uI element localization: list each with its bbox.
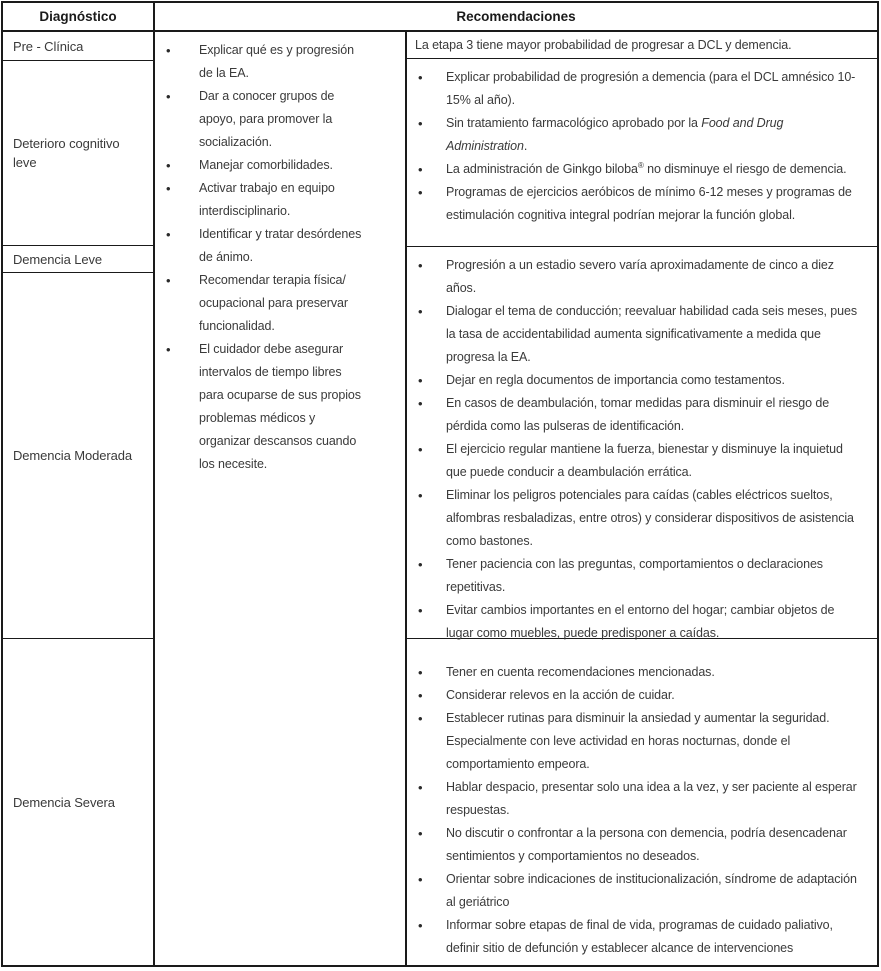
bullet-icon: • — [418, 70, 423, 85]
bullet-icon: • — [418, 162, 423, 177]
general-recommendations-column — [155, 32, 407, 965]
bullet-text: Tener paciencia con las preguntas, comportamientos o declaraciones repetitivas. — [446, 557, 823, 594]
bullet-text: Explicar probabilidad de progresión a demencia (para el DCL amnésico 10-15% al año). — [446, 70, 856, 107]
bullet-item — [161, 39, 363, 85]
column-header-diagnostico: Diagnóstico — [3, 3, 155, 30]
diagnosis-label: Demencia Moderada — [13, 448, 132, 463]
bullet-text: Identificar y tratar desórdenes de ánimo. — [199, 227, 362, 264]
bullet-icon: • — [418, 442, 423, 457]
bullet-item — [413, 369, 865, 392]
general-recommendations-list — [155, 32, 405, 476]
bullet-text: Tener en cuenta recomendaciones mencionadas. — [446, 665, 715, 679]
bullet-icon: • — [418, 488, 423, 503]
bullet-item — [413, 822, 865, 868]
severe-recommendations-cell — [407, 639, 877, 965]
bullet-icon: • — [166, 181, 171, 196]
bullet-text: Manejar comorbilidades. — [199, 158, 333, 172]
bullet-icon: • — [166, 227, 171, 242]
diagnosis-label: Deterioro cognitivo leve — [13, 136, 120, 170]
bullet-text: Recomendar terapia física/ ocupacional para preservar funcionalidad. — [199, 273, 348, 333]
diagnosis-cell-demencia-severa — [3, 639, 153, 965]
bullet-item — [413, 181, 865, 227]
bullet-item — [413, 684, 865, 707]
diagnosis-label: Demencia Severa — [13, 794, 115, 810]
bullet-text: Progresión a un estadio severo varía aproximadamente de cinco a diez años. — [446, 258, 834, 295]
diagnosis-label: Pre - Clínica — [13, 38, 84, 54]
bullet-icon: • — [418, 688, 423, 703]
bullet-text: En casos de deambulación, tomar medidas para disminuir el riesgo de pérdida como las pulseras de identificación. — [446, 396, 830, 433]
diagnostico-column — [3, 32, 155, 965]
bullet-icon: • — [418, 918, 423, 933]
stage-note-text: La etapa 3 tiene mayor probabilidad de progresar a DCL y demencia. — [415, 38, 792, 52]
table-body — [3, 32, 877, 965]
bullet-text: Activar trabajo en equipo interdisciplinario. — [199, 181, 335, 218]
diagnosis-cell-pre-clinica — [3, 32, 153, 61]
bullet-icon: • — [166, 342, 171, 357]
bullet-icon: • — [418, 603, 423, 618]
bullet-text: Hablar despacio, presentar solo una idea a la vez, y ser paciente al esperar respuestas. — [446, 780, 857, 817]
diagnosis-cell-demencia-leve — [3, 246, 153, 273]
bullet-text: No discutir o confrontar a la persona con demencia, podría desencadenar sentimientos y comportamientos no deseados. — [446, 826, 847, 863]
bullet-text: Dar a conocer grupos de apoyo, para promover la socialización. — [199, 89, 335, 149]
diagnosis-label: Demencia Leve — [13, 251, 103, 267]
bullet-item — [413, 707, 865, 776]
bullet-item — [413, 484, 865, 553]
bullet-item — [413, 776, 865, 822]
bullet-item — [413, 300, 865, 369]
diagnosis-cell-demencia-moderada — [3, 273, 153, 639]
bullet-item — [161, 177, 363, 223]
clinical-recommendations-table — [1, 1, 879, 967]
bullet-text: Sin tratamiento farmacológico aprobado por la Food and Drug Administration. — [446, 116, 784, 153]
bullet-icon: • — [166, 273, 171, 288]
bullet-item — [413, 914, 865, 960]
bullet-text: Dialogar el tema de conducción; reevaluar habilidad cada seis meses, pues la tasa de accidentabilidad aumenta significativamente a medida que progresa la EA. — [446, 304, 857, 364]
bullet-icon: • — [418, 826, 423, 841]
bullet-item — [161, 85, 363, 154]
bullet-item — [413, 66, 865, 112]
bullet-item — [413, 661, 865, 684]
column-header-recomendaciones: Recomendaciones — [456, 9, 576, 24]
mild-moderate-recommendations-list — [407, 247, 877, 645]
bullet-item — [413, 553, 865, 599]
bullet-text: Dejar en regla documentos de importancia como testamentos. — [446, 373, 785, 387]
bullet-item — [413, 158, 865, 181]
bullet-icon: • — [418, 872, 423, 887]
bullet-text: Programas de ejercicios aeróbicos de mínimo 6-12 meses y programas de estimulación cognitiva integral podrían mejorar la función global. — [446, 185, 852, 222]
bullet-text: Orientar sobre indicaciones de institucionalización, síndrome de adaptación al geriátrico — [446, 872, 857, 909]
bullet-text: Establecer rutinas para disminuir la ansiedad y aumentar la seguridad. Especialmente con leve actividad en horas nocturnas, donde el comportamiento empeora. — [446, 711, 830, 771]
bullet-icon: • — [418, 258, 423, 273]
bullet-text: Informar sobre etapas de final de vida, programas de cuidado paliativo, definir sitio de defunción y establecer alcance de intervenciones — [446, 918, 833, 955]
bullet-text: Explicar qué es y progresión de la EA. — [199, 43, 354, 80]
bullet-item — [413, 392, 865, 438]
table-header-row — [3, 3, 877, 32]
bullet-text: Eliminar los peligros potenciales para caídas (cables eléctricos sueltos, alfombras resbaladizas, entre otros) y considerar dispositivos de asistencia como bastones. — [446, 488, 854, 548]
dcl-recommendations-list — [407, 59, 877, 227]
bullet-text: El cuidador debe asegurar intervalos de tiempo libres para ocuparse de sus propios problemas médicos y organizar descansos cuando los necesite. — [199, 342, 361, 471]
bullet-item — [413, 438, 865, 484]
diagnosis-cell-deterioro-cognitivo-leve — [3, 61, 153, 246]
bullet-text: El ejercicio regular mantiene la fuerza, bienestar y disminuye la inquietud que puede conducir a deambulación errática. — [446, 442, 843, 479]
bullet-icon: • — [418, 711, 423, 726]
bullet-icon: • — [418, 665, 423, 680]
bullet-icon: • — [418, 396, 423, 411]
bullet-item — [161, 154, 363, 177]
bullet-icon: • — [166, 158, 171, 173]
bullet-text: Evitar cambios importantes en el entorno del hogar; cambiar objetos de lugar como muebles, puede predisponer a caídas. — [446, 603, 835, 640]
bullet-icon: • — [166, 43, 171, 58]
bullet-item — [413, 254, 865, 300]
stage-recommendations-column — [407, 32, 877, 965]
bullet-item — [413, 112, 865, 158]
bullet-text: La administración de Ginkgo biloba® no disminuye el riesgo de demencia. — [446, 160, 847, 176]
dcl-recommendations-cell — [407, 59, 877, 247]
bullet-icon: • — [418, 780, 423, 795]
bullet-item — [161, 338, 363, 476]
bullet-icon: • — [418, 373, 423, 388]
bullet-icon: • — [418, 185, 423, 200]
bullet-text: Considerar relevos en la acción de cuidar. — [446, 688, 675, 702]
bullet-item — [161, 223, 363, 269]
mild-moderate-recommendations-cell — [407, 247, 877, 639]
bullet-icon: • — [418, 304, 423, 319]
bullet-icon: • — [418, 557, 423, 572]
bullet-item — [413, 868, 865, 914]
bullet-item — [161, 269, 363, 338]
stage-note-cell — [407, 32, 877, 59]
severe-recommendations-list — [407, 654, 877, 960]
bullet-icon: • — [166, 89, 171, 104]
bullet-icon: • — [418, 116, 423, 131]
